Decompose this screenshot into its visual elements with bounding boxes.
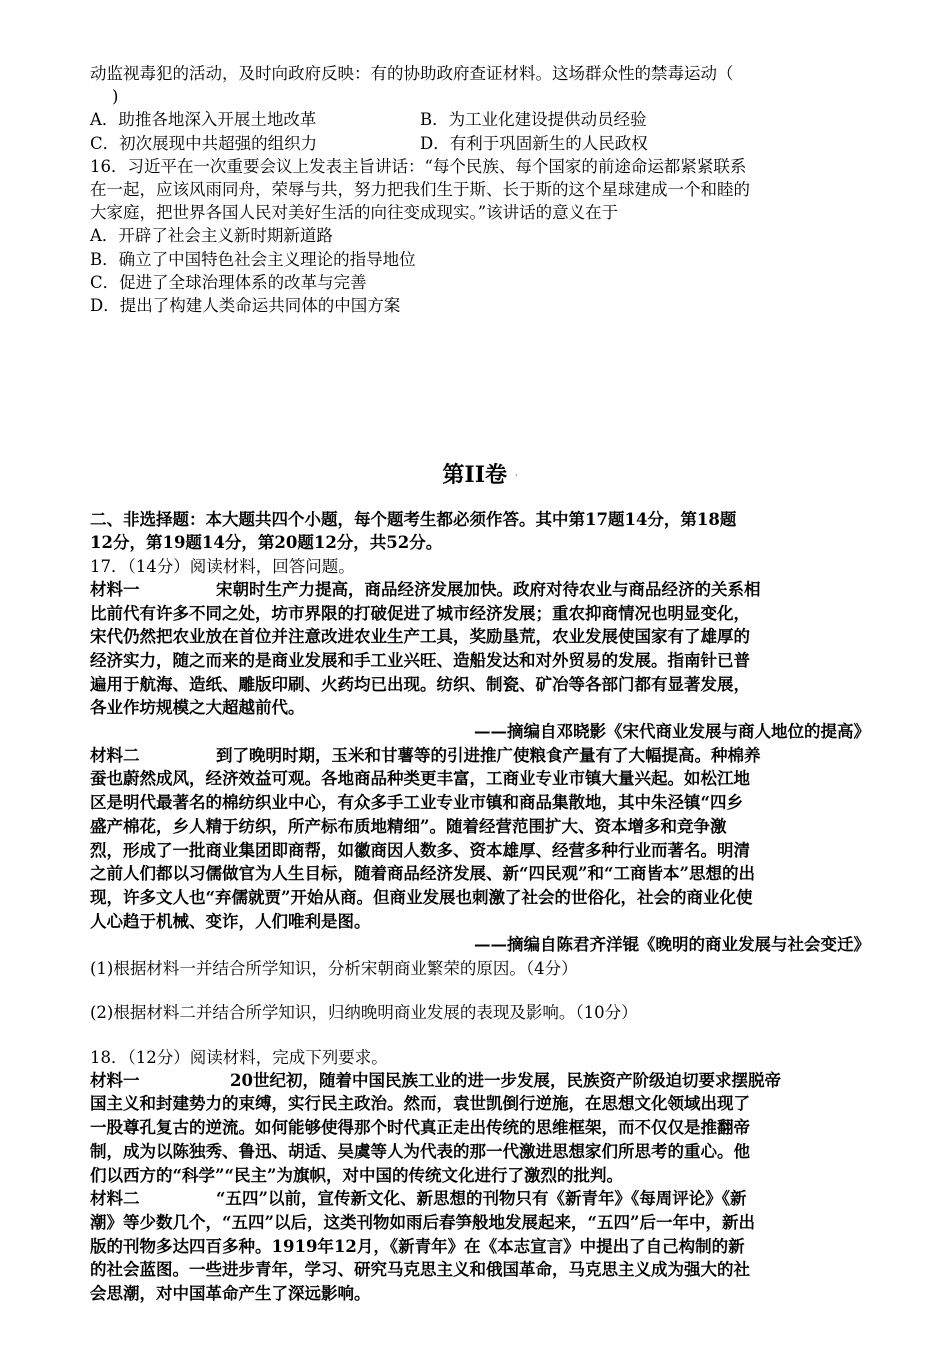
q17-material-1-source: ——摘编自邓晓影《宋代商业发展与商人地位的提高》	[474, 722, 870, 742]
q16-option-d: D．提出了构建人类命运共同体的中国方案	[90, 296, 401, 316]
q17-stem: 17．（14分）阅读材料，回答问题。	[90, 556, 355, 576]
title-mark: ·	[515, 471, 518, 481]
material-line: 版的刊物多达四百多种。1919年12月，《新青年》在《本志宣言》中提出了自己构制的新	[90, 1236, 745, 1256]
material-line: 材料二 “五四”以前，宣传新文化、新思想的刊物只有《新青年》《每周评论》《新	[90, 1187, 870, 1211]
q18-material-1	[90, 1069, 870, 1188]
q15-option-a: A．助推各地深入开展土地改革	[90, 110, 317, 130]
material-line: 现，许多文人也“弃儒就贾”开始从商。但商业发展也刺激了社会的世俗化，社会的商业化使	[90, 887, 753, 907]
q16-option-b: B．确立了中国特色社会主义理论的指导地位	[90, 249, 416, 269]
material-line: 制，成为以陈独秀、鲁迅、胡适、吴虞等人为代表的那一代激进思想家们所思考的重心。他	[90, 1141, 750, 1161]
section-intro-line: 二、非选择题：本大题共四个小题，每个题考生都必须作答。其中第17题14分，第18题	[90, 510, 737, 530]
section-intro-line: 12分，第19题14分，第20题12分，共52分。	[90, 533, 443, 553]
q16-option-c: C．促进了全球治理体系的改革与完善	[90, 272, 367, 292]
q15-option-d: D．有利于巩固新生的人民政权	[420, 133, 648, 153]
material-label: 材料二	[90, 745, 140, 765]
material-line: 宋代仍然把农业放在首位并注意改进农业生产工具，奖励垦荒，农业发展使国家有了雄厚的	[90, 627, 750, 647]
material-line: 会思潮，对中国革命产生了深远影响。	[90, 1284, 371, 1304]
q16-stem-line: 大家庭，把世界各国人民对美好生活的向往变成现实。”该讲话的意义在于	[90, 203, 619, 223]
q15-options-row-2	[90, 132, 870, 155]
material-line: 遍用于航海、造纸、雕版印刷、火药均已出现。纺织、制瓷、矿冶等各部门都有显著发展，	[90, 674, 750, 694]
material-line: 各业作坊规模之大超越前代。	[90, 698, 305, 718]
material-label: 材料一	[90, 1070, 140, 1090]
material-line: 国主义和封建势力的束缚，实行民主政治。然而，袁世凯倒行逆施，在思想文化领域出现了	[90, 1094, 750, 1114]
section-title: 第II卷 ·	[442, 462, 518, 489]
material-label: 材料一	[90, 579, 140, 599]
material-line: 蚕也蔚然成风，经济效益可观。各地商品种类更丰富，工商业专业市镇大量兴起。如松江地	[90, 769, 750, 789]
material-line: 盛产棉花，乡人精于纺织，所产标布质地精细”。随着经营范围扩大、资本增多和竞争激	[90, 816, 727, 836]
q18-material-2	[90, 1187, 870, 1306]
q15-options-row-1	[90, 108, 870, 131]
exam-page	[90, 62, 870, 1306]
material-line: 区是明代最著名的棉纺织业中心，有众多手工业专业市镇和商品集散地，其中朱泾镇“四乡	[90, 793, 743, 813]
material-line: 一股尊孔复古的逆流。如何能够使得那个时代真正走出传统的思维框架，而不仅仅是推翻帝	[90, 1118, 750, 1138]
material-label: 材料二	[90, 1189, 140, 1209]
q15-paren: )	[112, 87, 119, 107]
material-line: 的社会蓝图。一些进步青年，学习、研究马克思主义和俄国革命，马克思主义成为强大的社	[90, 1260, 750, 1280]
q16-stem-line: 16．习近平在一次重要会议上发表主旨讲话：“每个民族、每个国家的前途命运都紧紧联系	[90, 156, 747, 176]
material-line: 比前代有许多不同之处，坊市界限的打破促进了城市经济发展；重农抑商情况也明显变化，	[90, 603, 750, 623]
q17-material-1	[90, 578, 870, 720]
q17-material-2-source: ——摘编自陈君齐洋锟《晚明的商业发展与社会变迁》	[474, 935, 870, 955]
q17-sub-question-2: (2)根据材料二并结合所学知识，归纳晚明商业发展的表现及影响。（10分）	[90, 1003, 638, 1023]
material-line: 烈，形成了一批商业集团即商帮，如徽商因人数多、资本雄厚、经营多种行业而著名。明清	[90, 840, 750, 860]
q16-stem-line: 在一起，应该风雨同舟，荣辱与共，努力把我们生于斯、长于斯的这个星球建成一个和睦的	[90, 180, 750, 200]
material-line: 材料一 宋朝时生产力提高，商品经济发展加快。政府对待农业与商品经济的关系相	[90, 578, 870, 602]
material-line: 材料二 到了晚明时期，玉米和甘薯等的引进推广使粮食产量有了大幅提高。种棉养	[90, 744, 870, 768]
q17-material-2	[90, 744, 870, 934]
material-line: 人心趋于机械、变诈，人们唯利是图。	[90, 911, 371, 931]
q15-line: 动监视毒犯的活动，及时向政府反映：有的协助政府查证材料。这场群众性的禁毒运动（	[90, 64, 734, 83]
q15-option-c: C．初次展现中共超强的组织力	[90, 133, 318, 153]
q15-option-b: B．为工业化建设提供动员经验	[420, 110, 647, 130]
q16-option-a: A．开辟了社会主义新时期新道路	[90, 226, 333, 246]
q17-sub-question-1: (1)根据材料一并结合所学知识，分析宋朝商业繁荣的原因。（4分）	[90, 959, 578, 979]
material-line: 经济实力，随之而来的是商业发展和手工业兴旺、造船发达和对外贸易的发展。指南针已普	[90, 650, 750, 670]
material-line: 们以西方的“科学”“民主”为旗帜，对中国的传统文化进行了激烈的批判。	[90, 1165, 623, 1185]
material-line: 之前人们都以习儒做官为人生目标，随着商品经济发展、新“四民观”和“工商皆本”思想的出	[90, 864, 755, 884]
q18-stem: 18．（12分）阅读材料，完成下列要求。	[90, 1047, 388, 1067]
material-line: 材料一 20世纪初，随着中国民族工业的进一步发展，民族资产阶级迫切要求摆脱帝	[90, 1069, 870, 1093]
material-line: 潮》等少数几个，“五四”以后，这类刊物如雨后春笋般地发展起来，“五四”后一年中，新出	[90, 1212, 755, 1232]
